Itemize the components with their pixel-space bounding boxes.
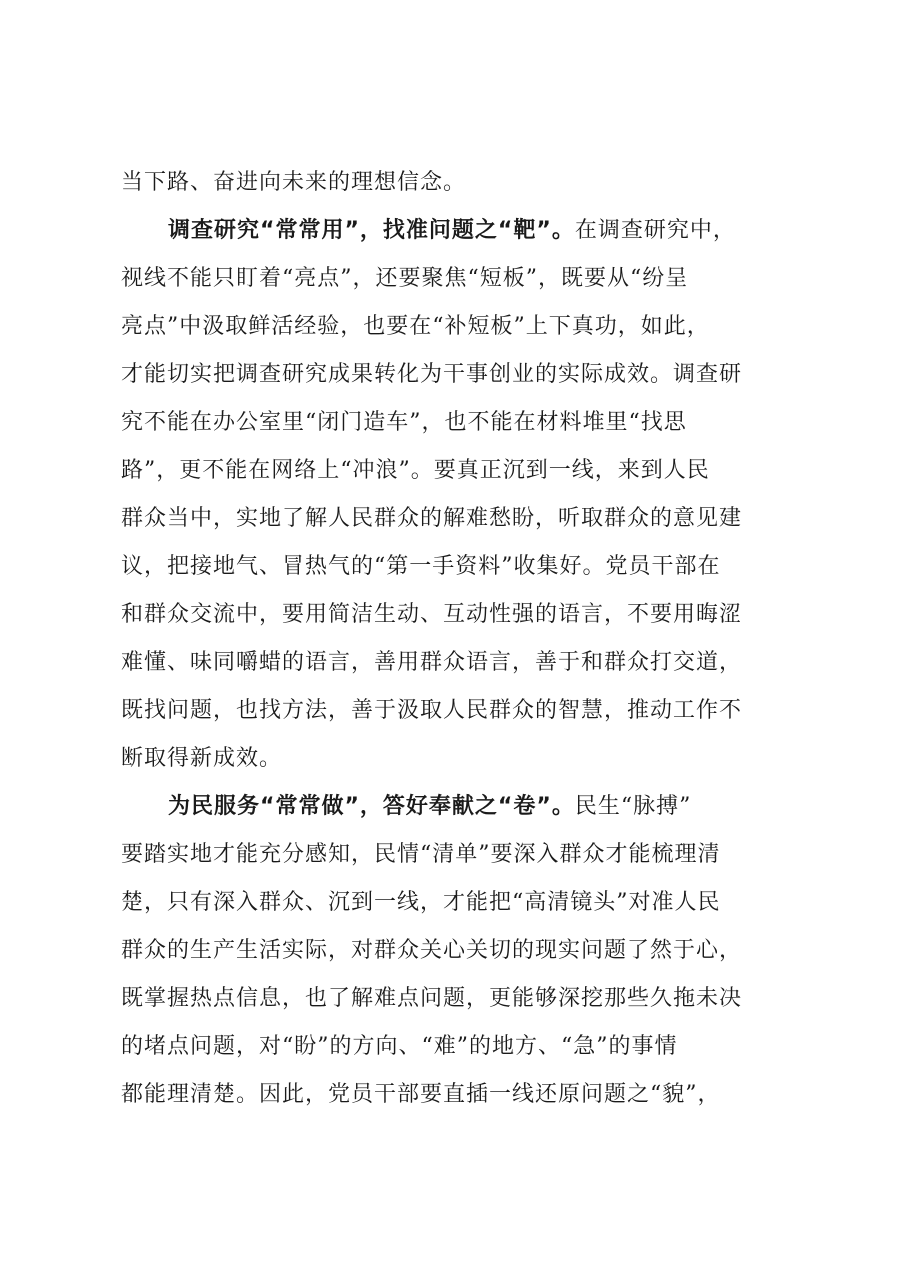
text-line-15: 要踏实地才能充分感知，民情“清单”要深入群众才能梳理清 [121, 842, 721, 867]
text-line-14: 为民服务“常常做”，答好奉献之“卷”。民生“脉搏” [168, 794, 692, 819]
text-line-3: 视线不能只盯着“亮点”，还要聚焦“短板”，既要从“纷呈 [121, 266, 689, 291]
text-line-1: 当下路、奋进向未来的理想信念。 [121, 170, 467, 195]
text-line-11: 难懂、味同嚼蜡的语言，善用群众语言，善于和群众打交道， [121, 650, 743, 675]
text-line-20: 都能理清楚。因此，党员干部要直插一线还原问题之“貌”， [121, 1082, 721, 1107]
text-line-9: 议，把接地气、冒热气的“第一手资料”收集好。党员干部在 [121, 554, 721, 579]
text-line-12: 既找问题，也找方法，善于汲取人民群众的智慧，推动工作不 [121, 698, 743, 723]
paragraph-heading: 调查研究“常常用”，找准问题之“靶”。 [168, 218, 575, 243]
text-line-13: 断取得新成效。 [121, 746, 283, 771]
paragraph-heading: 为民服务“常常做”，答好奉献之“卷”。 [168, 794, 575, 819]
text-line-10: 和群众交流中，要用简洁生动、互动性强的语言，不要用晦涩 [121, 602, 743, 627]
text-line-17: 群众的生产生活实际，对群众关心关切的现实问题了然于心， [121, 938, 743, 963]
text-line-16: 楚，只有深入群众、沉到一线，才能把“高清镜头”对准人民 [121, 890, 721, 915]
text-line-19: 的堵点问题，对“盼”的方向、“难”的地方、“急”的事情 [121, 1034, 678, 1059]
text-line-6: 究不能在办公室里“闭门造车”，也不能在材料堆里“找思 [121, 410, 687, 435]
text-line-5: 才能切实把调查研究成果转化为干事创业的实际成效。调查研 [121, 362, 743, 387]
text-line-18: 既掌握热点信息，也了解难点问题，更能够深挖那些久拖未决 [121, 986, 743, 1011]
text-line-2: 调查研究“常常用”，找准问题之“靶”。在调查研究中， [168, 218, 736, 243]
text-line-4: 亮点”中汲取鲜活经验，也要在“补短板”上下真功，如此， [121, 314, 710, 339]
text-line-7: 路”，更不能在网络上“冲浪”。要真正沉到一线，来到人民 [121, 458, 710, 483]
text-line-8: 群众当中，实地了解人民群众的解难愁盼，听取群众的意见建 [121, 506, 743, 531]
